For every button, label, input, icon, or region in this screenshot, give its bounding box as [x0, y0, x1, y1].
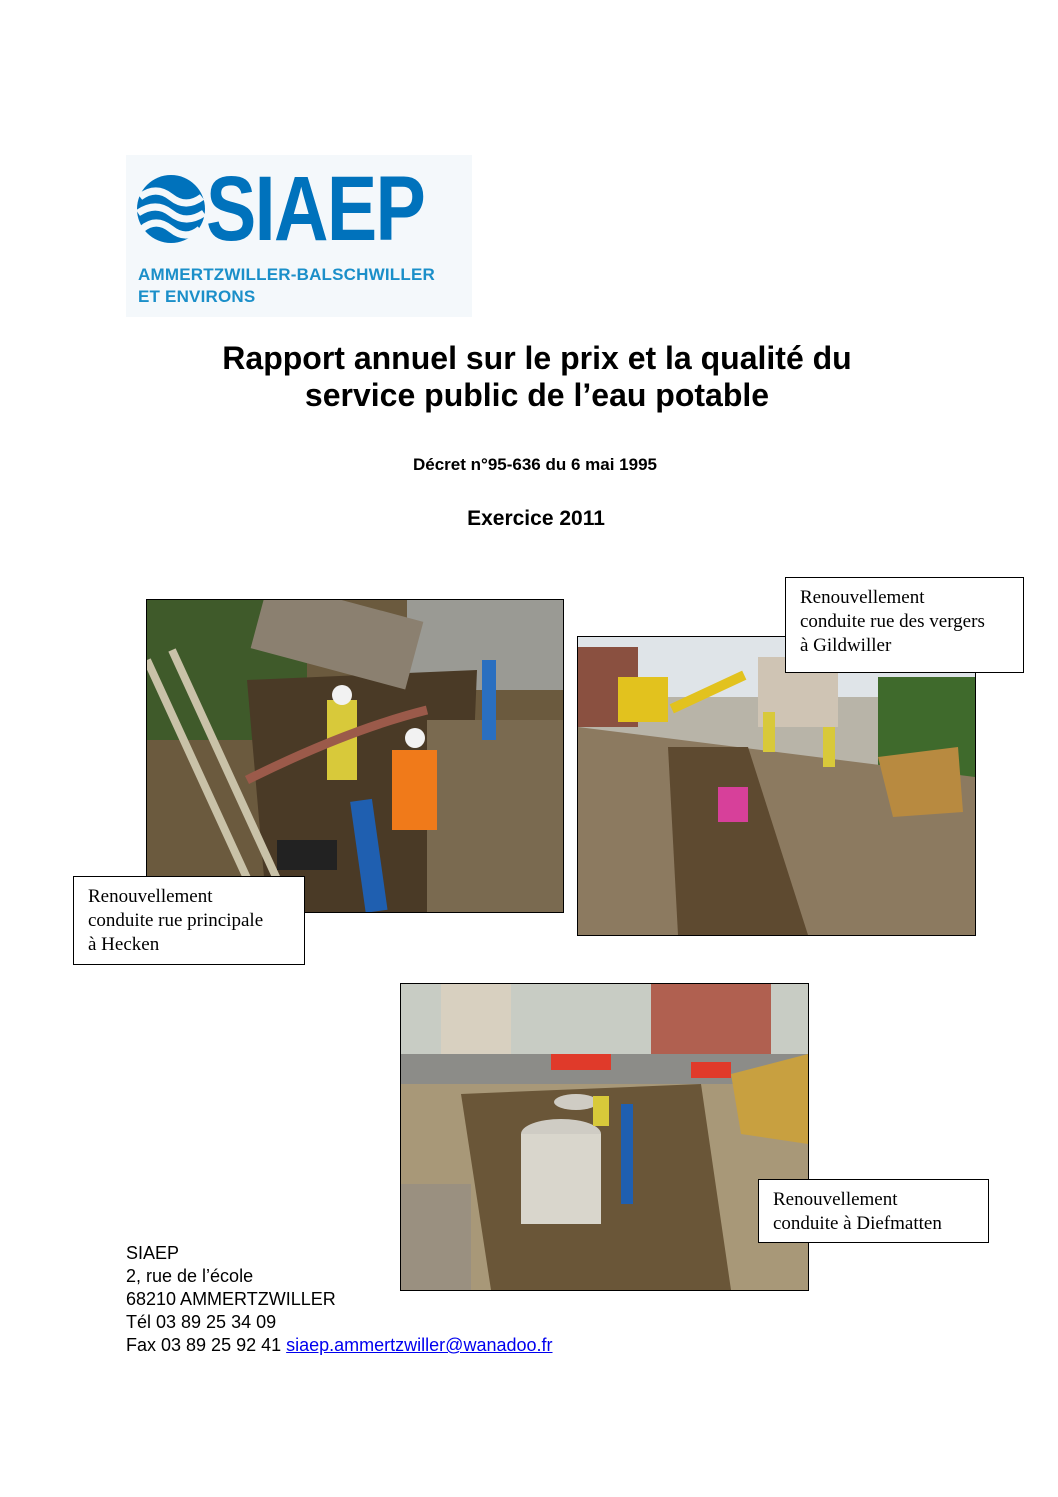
caption-line: conduite à Diefmatten [773, 1213, 942, 1234]
caption-line: Renouvellement [88, 886, 213, 907]
caption-line: à Hecken [88, 934, 160, 955]
caption-diefmatten [758, 1179, 989, 1243]
fax-line [126, 1334, 553, 1357]
logo-subtitle-line1: AMMERTZWILLER-BALSCHWILLER [138, 265, 435, 284]
siaep-logo [126, 155, 472, 317]
phone-number: Tél 03 89 25 34 09 [126, 1312, 277, 1332]
street-address: 2, rue de l’école [126, 1266, 254, 1286]
photo-hecken-trench [146, 599, 564, 913]
water-waves-icon [136, 167, 206, 251]
logo-subtitle-line2: ET ENVIRONS [138, 287, 256, 306]
email-link[interactable]: siaep.ammertzwiller@wanadoo.fr [286, 1335, 553, 1355]
fax-number: Fax 03 89 25 92 41 [126, 1335, 282, 1355]
decree-reference: Décret n°95-636 du 6 mai 1995 [413, 455, 657, 474]
logo-acronym: SIAEP [206, 158, 425, 260]
report-title-line2: service public de l’eau potable [304, 377, 770, 413]
caption-line: conduite rue des vergers [800, 611, 985, 632]
caption-line: conduite rue principale [88, 910, 264, 931]
exercise-year: Exercice 2011 [467, 507, 605, 530]
caption-hecken [73, 876, 305, 965]
caption-gildwiller [785, 577, 1024, 673]
photo-gildwiller-street [577, 636, 976, 936]
caption-line: Renouvellement [800, 587, 925, 608]
report-title [0, 340, 1058, 414]
caption-line: Renouvellement [773, 1189, 898, 1210]
contact-address [126, 1242, 553, 1357]
city-postcode: 68210 AMMERTZWILLER [126, 1289, 336, 1309]
caption-line: à Gildwiller [800, 635, 892, 656]
org-name: SIAEP [126, 1243, 180, 1263]
report-title-line1: Rapport annuel sur le prix et la qualité du [222, 340, 852, 376]
